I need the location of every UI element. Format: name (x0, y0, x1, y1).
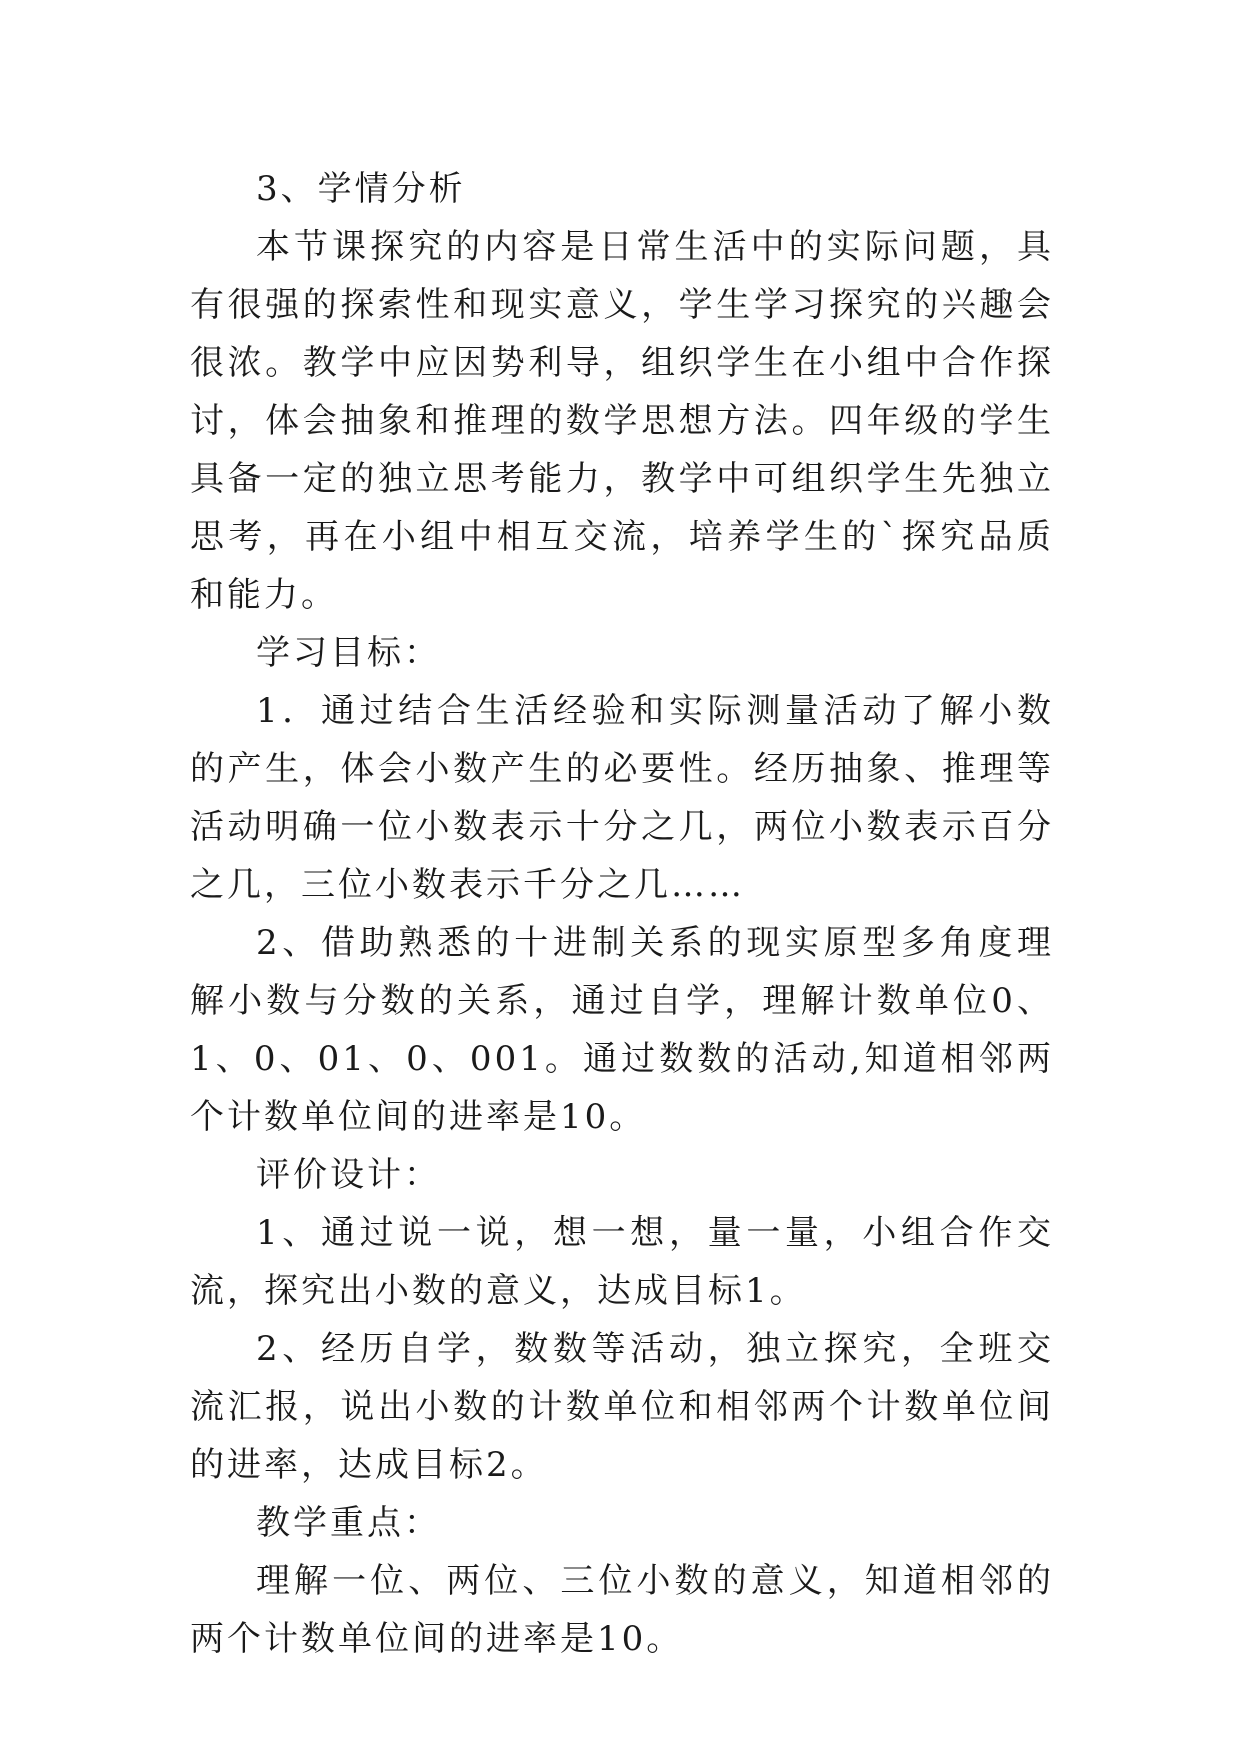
evaluation-item-1: 1、通过说一说，想一想，量一量，小组合作交流，探究出小数的意义，达成目标1。 (190, 1213, 1054, 1311)
paragraph-teaching-focus: 理解一位、两位、三位小数的意义，知道相邻的两个计数单位间的进率是10。 (190, 1561, 1054, 1659)
section-heading-teaching-focus: 教学重点： (256, 1503, 441, 1543)
section-heading-learning-analysis: 3、学情分析 (256, 169, 466, 209)
objective-item-1: 1．通过结合生活经验和实际测量活动了解小数的产生，体会小数产生的必要性。经历抽象、推理等活动明确一位小数表示十分之几，两位小数表示百分之几，三位小数表示千分之几…… (190, 691, 1054, 905)
document-body (190, 160, 1054, 1668)
evaluation-item-2: 2、经历自学，数数等活动，独立探究，全班交流汇报，说出小数的计数单位和相邻两个计数单位间的进率，达成目标2。 (190, 1329, 1054, 1485)
section-heading-learning-objectives: 学习目标： (256, 633, 441, 673)
objective-item-2: 2、借助熟悉的十进制关系的现实原型多角度理解小数与分数的关系，通过自学，理解计数单位0、1、0、01、0、001。通过数数的活动,知道相邻两个计数单位间的进率是10。 (190, 923, 1054, 1137)
paragraph-learning-analysis: 本节课探究的内容是日常生活中的实际问题，具有很强的探索性和现实意义，学生学习探究的兴趣会很浓。教学中应因势利导，组织学生在小组中合作探讨，体会抽象和推理的数学思想方法。四年级的学生具备一定的独立思考能力，教学中可组织学生先独立思考，再在小组中相互交流，培养学生的`探究品质和能力。 (190, 227, 1054, 615)
section-heading-evaluation-design: 评价设计： (256, 1155, 441, 1195)
